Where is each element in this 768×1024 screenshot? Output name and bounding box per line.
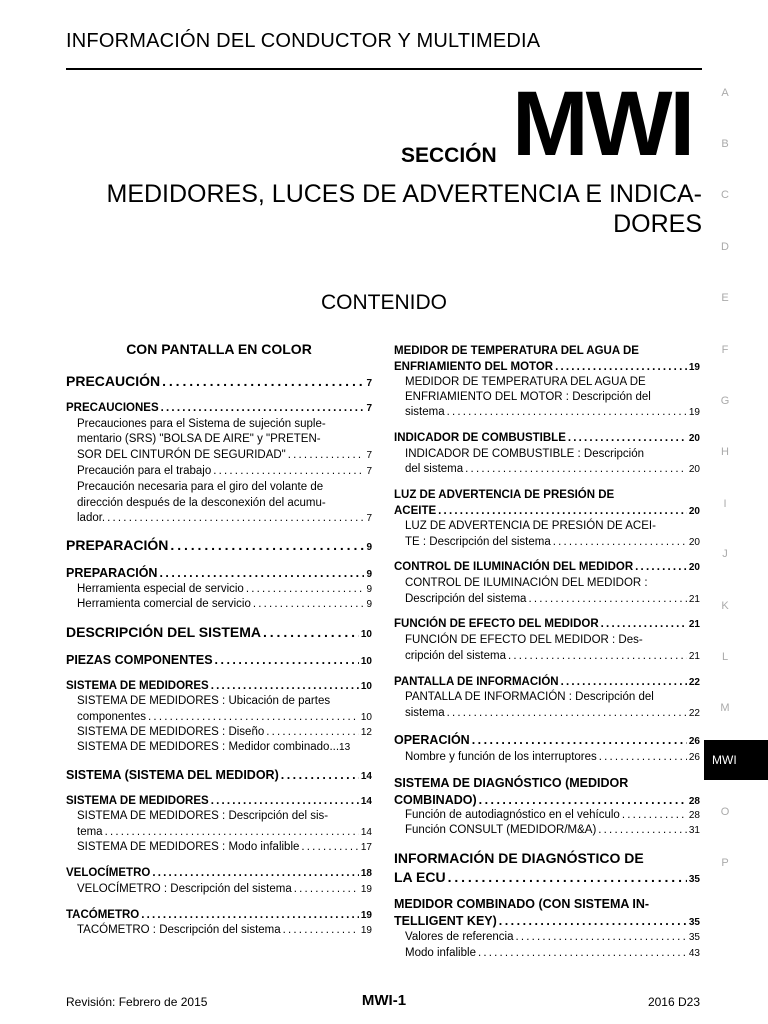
side-index xyxy=(704,0,768,1024)
toc-entry[interactable] xyxy=(77,882,372,897)
toc-entry[interactable] xyxy=(77,809,372,824)
toc-entry-page: 28 xyxy=(688,796,700,807)
toc-entry-page: 9 xyxy=(366,569,372,580)
toc-entry-page: 12 xyxy=(360,727,372,738)
toc-entry-page: 10 xyxy=(360,712,372,723)
toc-entry[interactable] xyxy=(405,592,700,607)
toc-entry[interactable] xyxy=(66,536,372,557)
toc-entry[interactable] xyxy=(405,706,700,721)
toc-entry-text: Precauciones para el Sistema de sujeción suple- xyxy=(77,418,326,430)
toc-entry-page: 26 xyxy=(688,752,700,763)
toc-entry-text: COMBINADO) xyxy=(394,793,477,807)
toc-entry[interactable] xyxy=(77,840,372,855)
side-index-letter-c[interactable]: C xyxy=(721,189,729,201)
toc-entry[interactable] xyxy=(394,732,700,750)
toc-entry[interactable] xyxy=(405,946,700,961)
toc-entry-text: SISTEMA DE MEDIDORES xyxy=(66,680,209,692)
toc-entry-text: PREPARACIÓN xyxy=(66,566,158,580)
toc-entry-text: SISTEMA DE DIAGNÓSTICO (MEDIDOR xyxy=(394,776,629,790)
toc-entry-page: 7 xyxy=(366,403,372,414)
toc-entry[interactable] xyxy=(405,808,700,823)
toc-entry-text: Precaución para el trabajo xyxy=(77,465,212,477)
side-index-letter-i[interactable]: I xyxy=(723,498,727,510)
header-rule xyxy=(66,68,702,70)
toc-entry-text: ENFRIAMIENTO DEL MOTOR xyxy=(394,361,554,373)
toc-entry[interactable] xyxy=(77,511,372,526)
toc-entry-text: LA ECU xyxy=(394,869,446,885)
toc-entry[interactable] xyxy=(66,623,372,644)
footer-model-code: 2016 D23 xyxy=(647,995,700,1009)
toc-entry-page: 17 xyxy=(360,842,372,853)
toc-entry-page: 20 xyxy=(688,537,700,548)
toc-entry-text: OPERACIÓN xyxy=(394,733,470,747)
side-index-letter-b[interactable]: B xyxy=(721,138,729,150)
toc-entry[interactable] xyxy=(77,448,372,463)
toc-entry-text: PANTALLA DE INFORMACIÓN xyxy=(394,676,559,688)
toc-entry-page: 20 xyxy=(688,464,700,475)
toc-entry-text: PRECAUCIÓN xyxy=(66,373,161,389)
toc-subheading: CON PANTALLA EN COLOR xyxy=(126,341,312,357)
document-title-line-1: MEDIDORES, LUCES DE ADVERTENCIA E INDICA- xyxy=(106,180,702,208)
toc-entry[interactable] xyxy=(77,740,372,755)
toc-entry-page: 19 xyxy=(360,925,372,936)
toc-entry-text: MEDIDOR COMBINADO (CON SISTEMA IN- xyxy=(394,897,650,911)
document-title xyxy=(66,179,702,239)
toc-entry-text: dirección después de la desconexión del acumu- xyxy=(77,497,326,509)
toc-entry[interactable] xyxy=(66,652,372,670)
toc-entry-text: TE : Descripción del sistema xyxy=(405,536,551,548)
toc-entry[interactable] xyxy=(66,565,372,583)
toc-entry-text: Valores de referencia xyxy=(405,931,514,943)
toc-entry-text: PANTALLA DE INFORMACIÓN : Descripción del xyxy=(405,691,654,703)
toc-entry-text: MEDIDOR DE TEMPERATURA DEL AGUA DE xyxy=(394,345,639,357)
toc-entry-page: 14 xyxy=(360,796,372,807)
side-index-letter-k[interactable]: K xyxy=(721,600,729,612)
toc-entry-text: CONTROL DE ILUMINACIÓN DEL MEDIDOR xyxy=(394,561,634,573)
toc-entry-page: 19 xyxy=(688,407,700,418)
toc-entry-text: SOR DEL CINTURÓN DE SEGURIDAD" xyxy=(77,449,286,461)
toc-entry-text: PIEZAS COMPONENTES xyxy=(66,653,213,667)
toc-entry-page: 7 xyxy=(366,378,372,389)
toc-entry-text: DESCRIPCIÓN DEL SISTEMA xyxy=(66,624,261,640)
toc-entry-page: 43 xyxy=(688,948,700,959)
toc-entry-page: 10 xyxy=(360,681,372,692)
toc-entry-page: 20 xyxy=(688,562,700,573)
toc-entry-page: 19 xyxy=(688,362,700,373)
toc-entry[interactable] xyxy=(77,725,372,740)
toc-entry-page: 35 xyxy=(688,932,700,943)
toc-entry-text: SISTEMA DE MEDIDORES : Ubicación de partes xyxy=(77,695,331,707)
toc-entry[interactable] xyxy=(405,690,700,705)
toc-entry[interactable] xyxy=(77,597,372,612)
toc-entry-text: SISTEMA DE MEDIDORES : Descripción del sis- xyxy=(77,810,329,822)
toc-entry-text: MEDIDOR DE TEMPERATURA DEL AGUA DE xyxy=(405,376,646,388)
toc-entry-page: 21 xyxy=(688,651,700,662)
toc-entry-page: 9 xyxy=(366,542,372,553)
toc-entry-page: 19 xyxy=(360,910,372,921)
toc-entry[interactable] xyxy=(77,923,372,938)
toc-entry[interactable] xyxy=(405,462,700,477)
toc-entry-page: 14 xyxy=(360,827,372,838)
toc-entry[interactable] xyxy=(77,417,372,432)
toc-entry-text: INFORMACIÓN DE DIAGNÓSTICO DE xyxy=(394,850,644,866)
toc-entry-text: FUNCIÓN DE EFECTO DEL MEDIDOR : Des- xyxy=(405,634,643,646)
toc-entry-text: ACEITE xyxy=(394,505,437,517)
toc-entry-page: 22 xyxy=(688,708,700,719)
toc-entry[interactable] xyxy=(394,849,700,867)
toc-entry-text: CONTROL DE ILUMINACIÓN DEL MEDIDOR : xyxy=(405,577,648,589)
toc-entry-page: 14 xyxy=(360,771,372,782)
toc-entry-text: INDICADOR DE COMBUSTIBLE xyxy=(394,432,566,444)
toc-entry[interactable] xyxy=(405,576,700,591)
toc-entry[interactable] xyxy=(405,649,700,664)
toc-entry[interactable] xyxy=(405,750,700,765)
toc-entry[interactable] xyxy=(394,896,700,912)
toc-entry[interactable] xyxy=(405,519,700,534)
section-word: SECCIÓN xyxy=(401,144,497,167)
toc-entry-text: Herramienta comercial de servicio xyxy=(77,598,251,610)
toc-entry[interactable] xyxy=(394,344,700,359)
toc-entry[interactable] xyxy=(394,431,700,446)
toc-entry-text: VELOCÍMETRO : Descripción del sistema xyxy=(77,883,292,895)
toc-entry[interactable] xyxy=(394,675,700,690)
toc-entry-page: 35 xyxy=(688,874,700,885)
toc-entry-page: 13 xyxy=(339,742,351,753)
toc-entry[interactable] xyxy=(394,868,700,889)
toc-entry-text: SISTEMA DE MEDIDORES : Medidor combinado... xyxy=(77,741,340,753)
toc-entry-text: PRECAUCIONES xyxy=(66,402,159,414)
toc-entry[interactable] xyxy=(394,775,700,791)
toc-entry[interactable] xyxy=(77,582,372,597)
toc-entry-text: TACÓMETRO xyxy=(66,909,140,921)
toc-entry[interactable] xyxy=(405,930,700,945)
side-index-letter-o[interactable]: O xyxy=(720,806,730,818)
toc-entry-page: 18 xyxy=(360,868,372,879)
side-index-letter-d[interactable]: D xyxy=(721,241,729,253)
toc-entry-text: Nombre y función de los interruptores xyxy=(405,751,597,763)
toc-entry-text: Precaución necesaria para el giro del volante de xyxy=(77,481,324,493)
side-index-letter-m[interactable]: M xyxy=(720,702,730,714)
toc-entry[interactable] xyxy=(66,794,372,809)
toc-entry[interactable] xyxy=(394,560,700,575)
toc-entry-page: 7 xyxy=(366,466,372,477)
toc-entry-text: cripción del sistema xyxy=(405,650,506,662)
toc-entry-text: LUZ DE ADVERTENCIA DE PRESIÓN DE ACEI- xyxy=(405,520,656,532)
toc-entry-text: FUNCIÓN DE EFECTO DEL MEDIDOR xyxy=(394,618,599,630)
toc-entry[interactable] xyxy=(405,375,700,390)
toc-entry-text: Función de autodiagnóstico en el vehículo xyxy=(405,809,620,821)
side-index-letter-e[interactable]: E xyxy=(721,292,729,304)
toc-entry-page: 19 xyxy=(360,884,372,895)
side-index-letter-p[interactable]: P xyxy=(721,857,729,869)
header-title: INFORMACIÓN DEL CONDUCTOR Y MULTIMEDIA xyxy=(66,30,541,52)
side-index-letter-l[interactable]: L xyxy=(721,651,729,663)
toc-entry-text: INDICADOR DE COMBUSTIBLE : Descripción xyxy=(405,448,644,460)
toc-entry-text: sistema xyxy=(405,406,445,418)
side-index-letter-j[interactable]: J xyxy=(722,548,728,560)
side-index-active-tab[interactable]: MWI xyxy=(704,740,768,780)
toc-entry-text: SISTEMA DE MEDIDORES xyxy=(66,795,209,807)
toc-entry[interactable] xyxy=(66,866,372,881)
toc-entry-page: 9 xyxy=(366,584,372,595)
toc-entry-text: LUZ DE ADVERTENCIA DE PRESIÓN DE xyxy=(394,489,615,501)
side-index-letter-a[interactable]: A xyxy=(721,87,729,99)
toc-entry[interactable] xyxy=(405,390,700,405)
toc-entry-page: 31 xyxy=(688,825,700,836)
side-index-letter-h[interactable]: H xyxy=(721,446,729,458)
toc-entry-text: Descripción del sistema xyxy=(405,593,527,605)
toc-entry-text: Modo infalible xyxy=(405,947,476,959)
toc-entry-page: 7 xyxy=(366,450,372,461)
toc-entry-page: 20 xyxy=(688,506,700,517)
toc-entry[interactable] xyxy=(66,679,372,694)
toc-entry[interactable] xyxy=(77,496,372,511)
toc-entry-text: TELLIGENT KEY) xyxy=(394,914,497,928)
toc-entry[interactable] xyxy=(394,913,700,931)
toc-entry-page: 21 xyxy=(688,619,700,630)
toc-entry-text: Herramienta especial de servicio xyxy=(77,583,244,595)
toc-entry-page: 10 xyxy=(360,656,372,667)
toc-entry-text: SISTEMA (SISTEMA DEL MEDIDOR) xyxy=(66,768,279,782)
toc-entry[interactable] xyxy=(394,617,700,632)
toc-entry-text: mentario (SRS) "BOLSA DE AIRE" y "PRETEN- xyxy=(77,433,321,445)
toc-entry[interactable] xyxy=(77,694,372,709)
toc-entry[interactable] xyxy=(66,372,372,393)
toc-entry[interactable] xyxy=(405,447,700,462)
toc-entry[interactable] xyxy=(405,823,700,838)
toc-entry[interactable] xyxy=(77,710,372,725)
toc-entry[interactable] xyxy=(394,360,700,375)
toc-entry-page: 9 xyxy=(366,599,372,610)
toc-entry-page: 22 xyxy=(688,677,700,688)
toc-entry-page: 28 xyxy=(688,810,700,821)
toc-entry-text: VELOCÍMETRO xyxy=(66,867,151,879)
toc-entry-page: 10 xyxy=(360,629,372,640)
toc-entry-page: 7 xyxy=(366,513,372,524)
toc-entry[interactable] xyxy=(405,633,700,648)
toc-entry[interactable] xyxy=(394,488,700,503)
toc-entry[interactable] xyxy=(77,480,372,495)
toc-entry[interactable] xyxy=(77,464,372,479)
toc-entry[interactable] xyxy=(77,432,372,447)
toc-entry-page: 26 xyxy=(688,736,700,747)
toc-entry-text: Función CONSULT (MEDIDOR/M&A) xyxy=(405,824,597,836)
toc-entry-text: componentes xyxy=(77,711,147,723)
toc-entry[interactable] xyxy=(66,767,372,785)
side-index-letter-f[interactable]: F xyxy=(721,344,729,356)
toc-entry-text: TACÓMETRO : Descripción del sistema xyxy=(77,924,281,936)
document-title-line-2: DORES xyxy=(613,210,702,238)
toc-entry-text: lador. xyxy=(77,512,106,524)
section-code: MWI xyxy=(512,73,693,175)
toc-entry-page: 35 xyxy=(688,917,700,928)
toc-entry-text: ENFRIAMIENTO DEL MOTOR : Descripción del xyxy=(405,391,651,403)
footer-revision: Revisión: Febrero de 2015 xyxy=(66,995,208,1009)
toc-entry-text: SISTEMA DE MEDIDORES : Modo infalible xyxy=(77,841,300,853)
toc-entry-text: SISTEMA DE MEDIDORES : Diseño xyxy=(77,726,265,738)
toc-entry[interactable] xyxy=(66,908,372,923)
toc-entry[interactable] xyxy=(394,504,700,519)
toc-entry[interactable] xyxy=(66,401,372,416)
side-index-letter-g[interactable]: G xyxy=(720,395,730,407)
toc-entry-text: del sistema xyxy=(405,463,464,475)
footer-page-number: MWI-1 xyxy=(361,992,407,1009)
toc-entry-text: PREPARACIÓN xyxy=(66,537,169,553)
toc-entry-text: sistema xyxy=(405,707,445,719)
toc-entry-page: 21 xyxy=(688,594,700,605)
toc-entry[interactable] xyxy=(405,405,700,420)
toc-entry[interactable] xyxy=(405,535,700,550)
toc-entry-text: tema xyxy=(77,826,103,838)
toc-entry-page: 20 xyxy=(688,433,700,444)
contents-title: CONTENIDO xyxy=(321,291,447,314)
toc-entry[interactable] xyxy=(77,825,372,840)
